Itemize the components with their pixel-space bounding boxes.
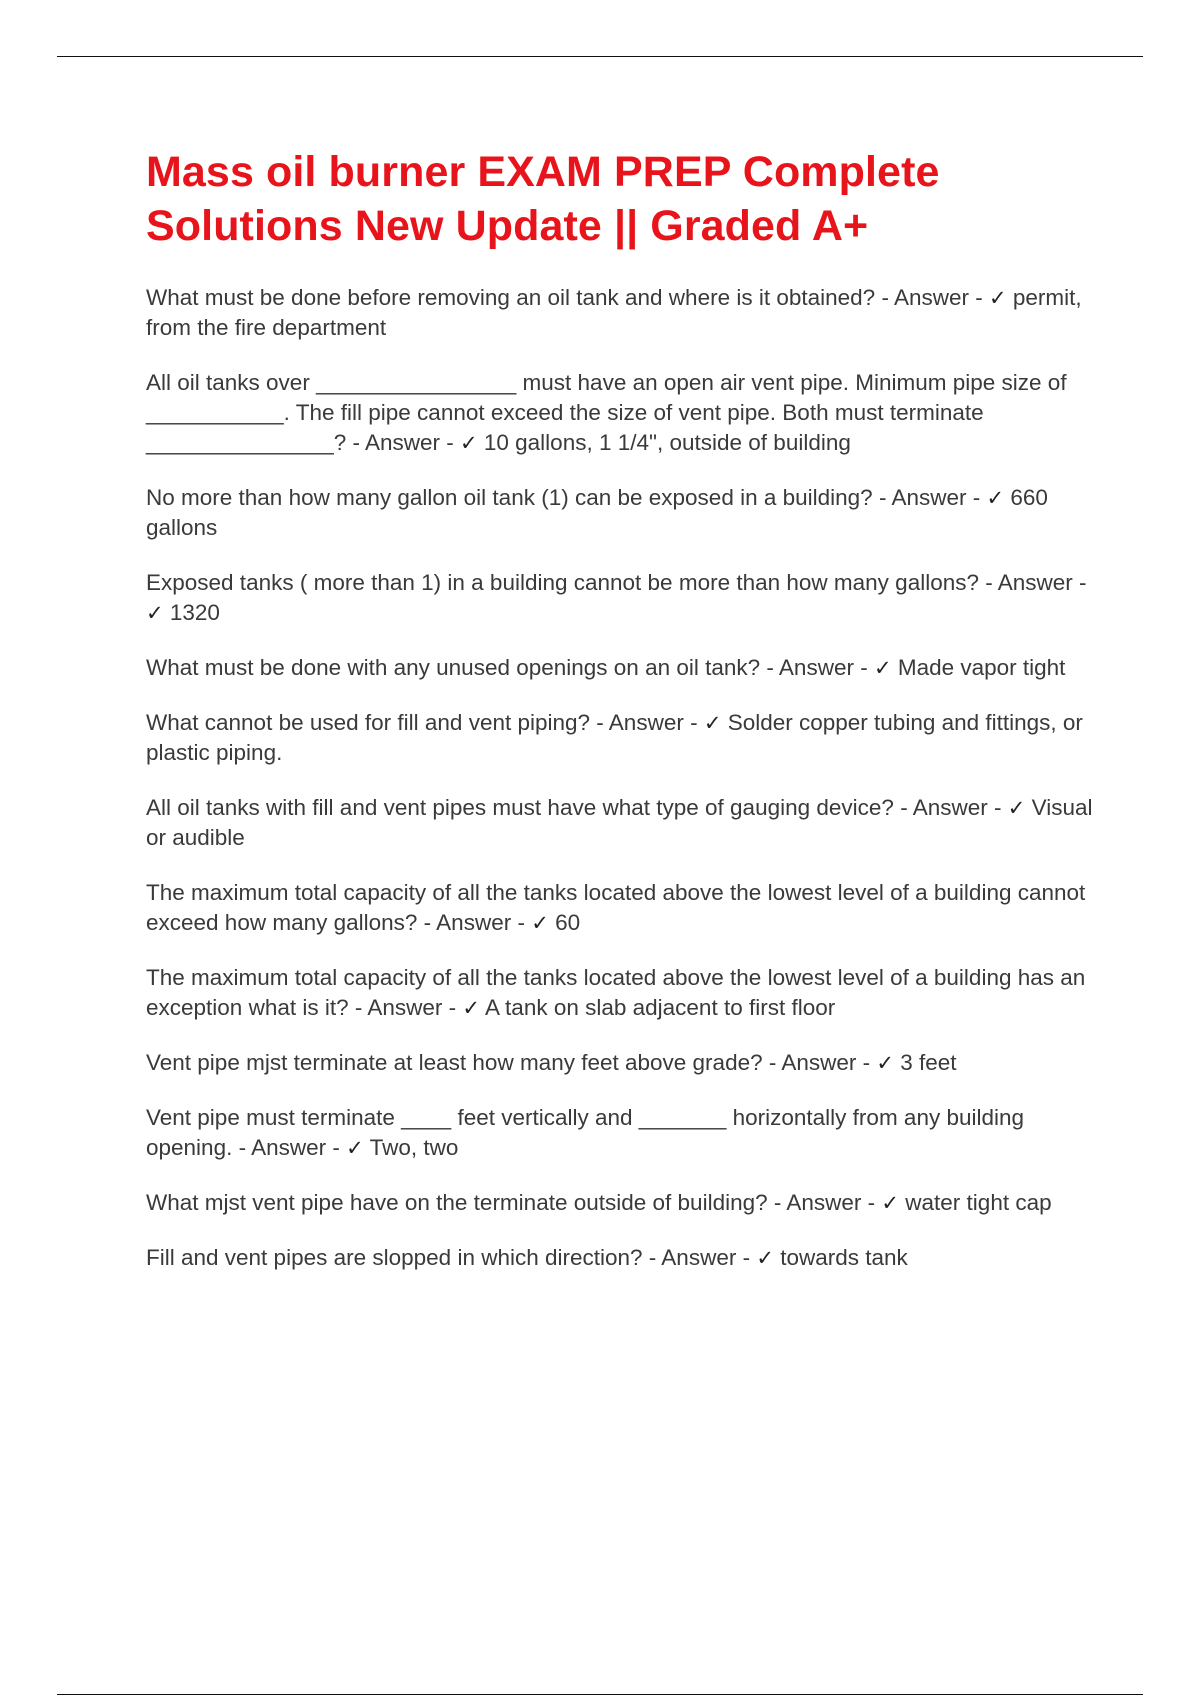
- answer-separator: - Answer -: [767, 1190, 882, 1215]
- check-mark-icon: ✓: [146, 601, 164, 625]
- question-text: The maximum total capacity of all the tanks located above the lowest level of a building cannot exceed how many gallons?: [146, 880, 1086, 935]
- answer-separator: - Answer -: [348, 995, 463, 1020]
- qa-item: [146, 708, 1096, 768]
- answer-separator: - Answer -: [232, 1135, 347, 1160]
- answer-separator: - Answer -: [590, 710, 704, 735]
- question-text: What mjst vent pipe have on the terminate outside of building?: [146, 1190, 768, 1215]
- answer-separator: - Answer -: [875, 285, 989, 310]
- question-text: Fill and vent pipes are slopped in which direction?: [146, 1245, 643, 1270]
- check-mark-icon: ✓: [1007, 796, 1026, 820]
- qa-item: [146, 878, 1096, 938]
- answer-text: Made vapor tight: [897, 655, 1066, 680]
- qa-item: [146, 368, 1096, 458]
- question-text: What cannot be used for fill and vent piping?: [146, 710, 591, 735]
- answer-separator: - Answer -: [346, 430, 460, 455]
- document-content: [146, 145, 1096, 1298]
- question-text: Vent pipe mjst terminate at least how many feet above grade?: [146, 1050, 763, 1075]
- answer-text: 60: [555, 910, 581, 935]
- document-title: Mass oil burner EXAM PREP Complete Solutions New Update || Graded A+: [146, 148, 940, 250]
- answer-text: water tight cap: [905, 1190, 1052, 1215]
- check-mark-icon: ✓: [756, 1246, 774, 1270]
- question-text: What must be done before removing an oil tank and where is it obtained?: [146, 285, 876, 310]
- answer-separator: - Answer -: [417, 910, 532, 935]
- question-text: Exposed tanks ( more than 1) in a building cannot be more than how many gallons?: [146, 570, 979, 595]
- check-mark-icon: ✓: [876, 1051, 894, 1075]
- answer-separator: - Answer -: [872, 485, 987, 510]
- answer-text: 10 gallons, 1 1/4", outside of building: [483, 430, 851, 455]
- question-text: All oil tanks over ________________ must have an open air vent pipe. Minimum pipe size of ___________. The fill pipe cannot exceed the size of vent pipe. Both must terminate _______________?: [146, 370, 1067, 455]
- qa-item: [146, 1103, 1096, 1163]
- check-mark-icon: ✓: [460, 431, 478, 455]
- check-mark-icon: ✓: [988, 286, 1007, 310]
- answer-text: permit, from the fire department: [146, 285, 1082, 340]
- qa-item: [146, 1048, 1096, 1078]
- qa-item: [146, 793, 1096, 853]
- answer-text: A tank on slab adjacent to first floor: [485, 995, 836, 1020]
- qa-item: [146, 653, 1096, 683]
- answer-text: Visual or audible: [146, 795, 1093, 850]
- check-mark-icon: ✓: [703, 711, 722, 735]
- check-mark-icon: ✓: [873, 656, 892, 680]
- answer-text: Solder copper tubing and fittings, or plastic piping.: [146, 710, 1083, 765]
- qa-item: [146, 1188, 1096, 1218]
- qa-item: [146, 483, 1096, 543]
- answer-separator: - Answer -: [979, 570, 1087, 595]
- answer-text: 3 feet: [900, 1050, 957, 1075]
- question-text: No more than how many gallon oil tank (1) can be exposed in a building?: [146, 485, 873, 510]
- qa-list: [146, 283, 1096, 1273]
- check-mark-icon: ✓: [881, 1191, 900, 1215]
- qa-item: [146, 283, 1096, 343]
- answer-separator: - Answer -: [760, 655, 874, 680]
- answer-text: Two, two: [369, 1135, 459, 1160]
- answer-text: towards tank: [780, 1245, 908, 1270]
- answer-text: 660 gallons: [146, 485, 1048, 540]
- check-mark-icon: ✓: [346, 1136, 364, 1160]
- qa-item: [146, 963, 1096, 1023]
- check-mark-icon: ✓: [531, 911, 549, 935]
- check-mark-icon: ✓: [986, 486, 1005, 510]
- check-mark-icon: ✓: [462, 996, 481, 1020]
- answer-separator: - Answer -: [642, 1245, 757, 1270]
- question-text: Vent pipe must terminate ____ feet vertically and _______ horizontally from any building opening.: [146, 1105, 1025, 1160]
- question-text: All oil tanks with fill and vent pipes must have what type of gauging device?: [146, 795, 894, 820]
- question-text: The maximum total capacity of all the tanks located above the lowest level of a building has an exception what is it?: [146, 965, 1086, 1020]
- answer-text: 1320: [169, 600, 220, 625]
- bottom-rule: [57, 1694, 1143, 1695]
- question-text: What must be done with any unused openings on an oil tank?: [146, 655, 761, 680]
- answer-separator: - Answer -: [762, 1050, 877, 1075]
- top-rule: [57, 56, 1143, 57]
- answer-separator: - Answer -: [893, 795, 1008, 820]
- qa-item: [146, 568, 1096, 628]
- qa-item: [146, 1243, 1096, 1273]
